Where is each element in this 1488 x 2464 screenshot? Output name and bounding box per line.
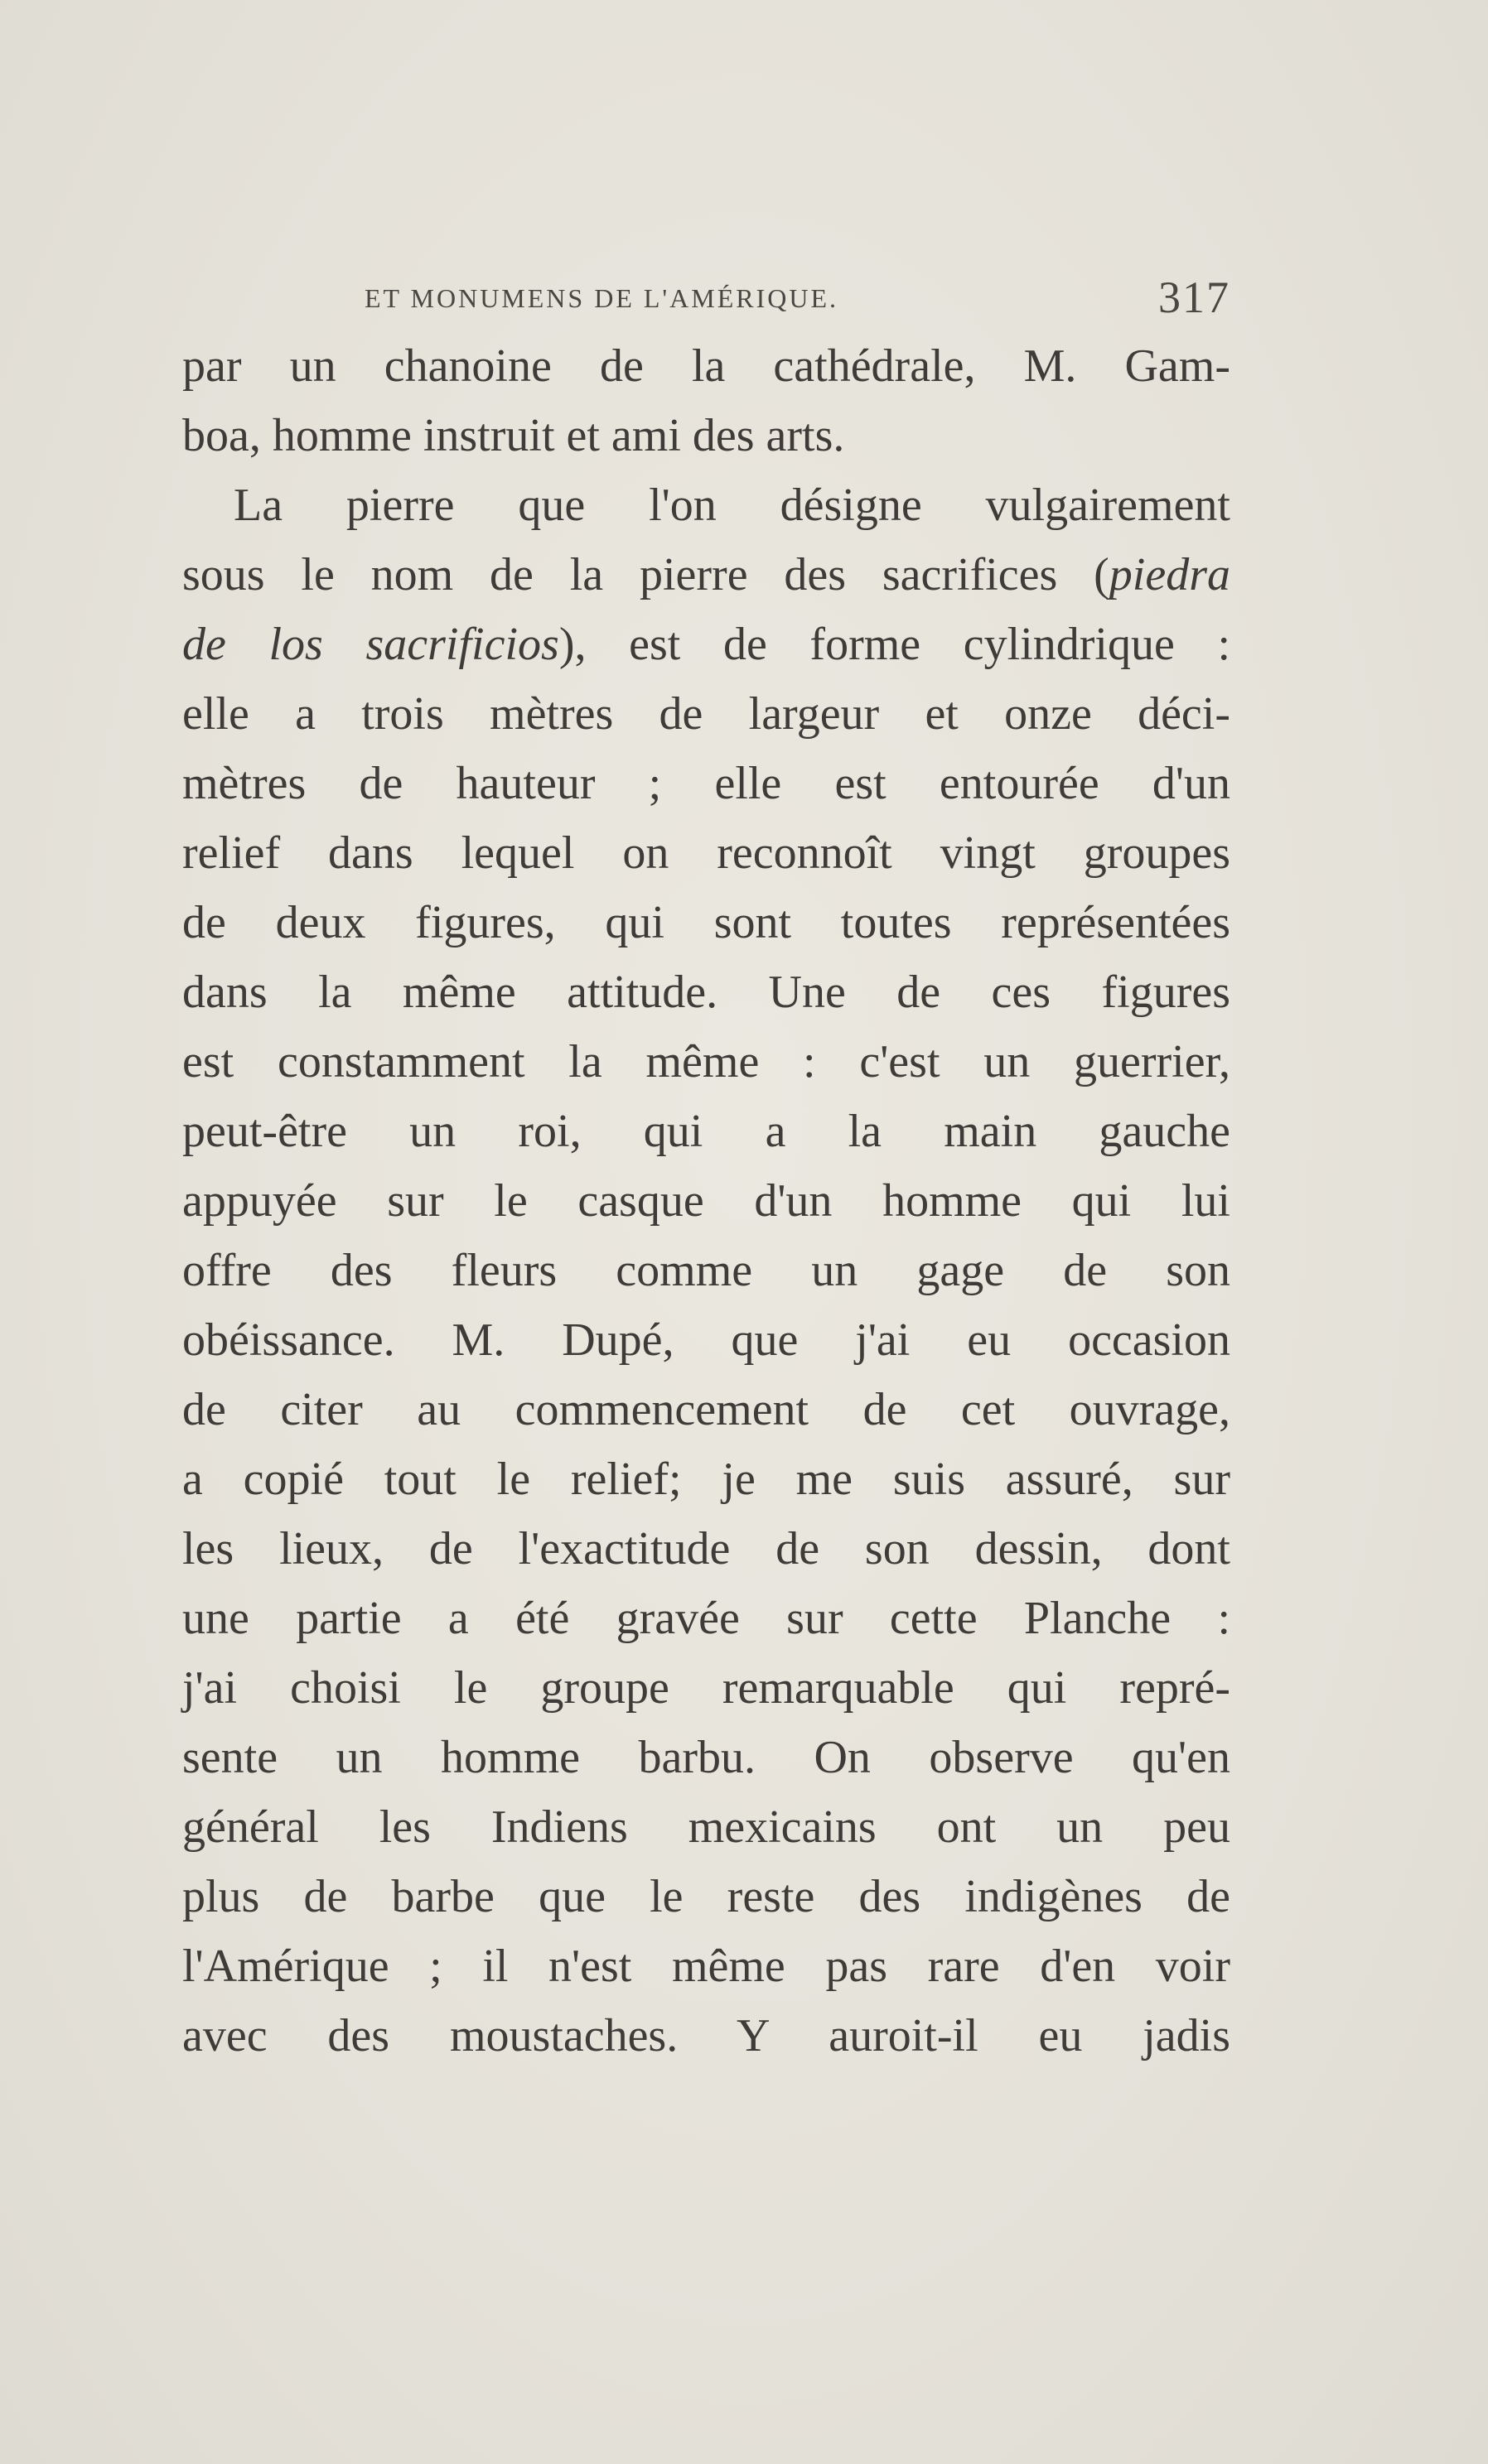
text-line bbox=[182, 540, 1230, 610]
text-line: peut-être un roi, qui a la main gauche bbox=[182, 1106, 1230, 1157]
text-line: plus de barbe que le reste des indigènes de bbox=[182, 1871, 1230, 1922]
text-line: offre des fleurs comme un gage de son bbox=[182, 1245, 1230, 1296]
text-line: une partie a été gravée sur cette Planche : bbox=[182, 1593, 1230, 1644]
text-line: est constamment la même : c'est un guerrier, bbox=[182, 1036, 1230, 1087]
page-number: 317 bbox=[1158, 272, 1230, 322]
running-head bbox=[365, 272, 1230, 321]
text-line: par un chanoine de la cathédrale, M. Gam- bbox=[182, 340, 1230, 392]
text-line: l'Amérique ; il n'est même pas rare d'en voir bbox=[182, 1941, 1230, 1992]
text-line: a copié tout le relief; je me suis assuré, sur bbox=[182, 1454, 1230, 1505]
text-line: avec des moustaches. Y auroit-il eu jadis bbox=[182, 2010, 1230, 2061]
running-title: ET MONUMENS DE L'AMÉRIQUE. bbox=[365, 283, 839, 313]
text-segment: ), est de forme cylindrique : bbox=[558, 619, 1231, 670]
text-line: relief dans lequel on reconnoît vingt groupes bbox=[182, 827, 1230, 879]
text-line: de deux figures, qui sont toutes représentées bbox=[182, 897, 1230, 948]
text-line bbox=[182, 610, 1230, 679]
text-line: j'ai choisi le groupe remarquable qui repré- bbox=[182, 1662, 1230, 1714]
text-line: de citer au commencement de cet ouvrage, bbox=[182, 1384, 1230, 1435]
text-line: La pierre que l'on désigne vulgairement bbox=[234, 480, 1230, 531]
italic-term: piedra bbox=[1109, 549, 1230, 600]
text-line: mètres de hauteur ; elle est entourée d'un bbox=[182, 758, 1230, 809]
text-line: sente un homme barbu. On observe qu'en bbox=[182, 1732, 1230, 1783]
text-line: obéissance. M. Dupé, que j'ai eu occasion bbox=[182, 1314, 1230, 1366]
text-line: elle a trois mètres de largeur et onze déci- bbox=[182, 688, 1230, 740]
text-line: les lieux, de l'exactitude de son dessin, dont bbox=[182, 1523, 1230, 1574]
text-segment: sous le nom de la pierre des sacrifices ( bbox=[182, 549, 1109, 600]
text-line: général les Indiens mexicains ont un peu bbox=[182, 1801, 1230, 1853]
text-line: boa, homme instruit et ami des arts. bbox=[182, 410, 845, 461]
body-text bbox=[182, 331, 1230, 2071]
text-line: dans la même attitude. Une de ces figures bbox=[182, 967, 1230, 1018]
italic-term: de los sacrificios bbox=[182, 619, 559, 670]
text-line: appuyée sur le casque d'un homme qui lui bbox=[182, 1175, 1230, 1227]
